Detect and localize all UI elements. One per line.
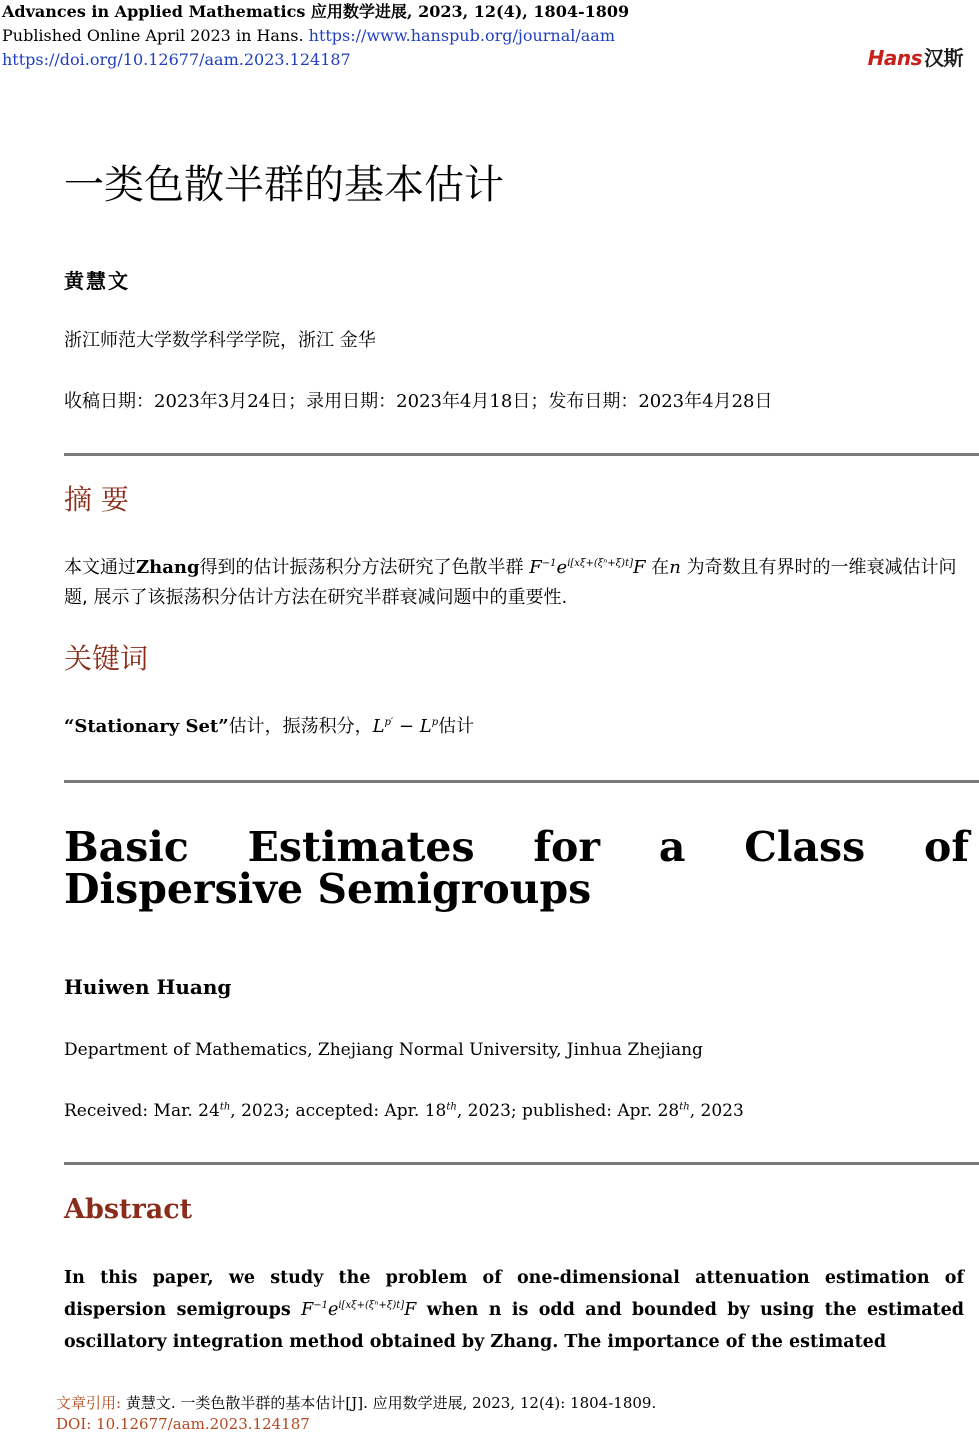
citation-label: 文章引用: — [56, 1394, 122, 1412]
published-prefix: Published Online April 2023 in Hans. — [2, 26, 304, 45]
en-author: Huiwen Huang — [64, 975, 232, 999]
logo-cn: 汉斯 — [924, 46, 963, 70]
cn-abstract-text: 在 — [651, 557, 670, 578]
divider — [64, 453, 979, 456]
en-abstract-text: In this paper, we study the problem of one-dimensional attenuation estimation of dispersion semigroups — [64, 1268, 964, 1320]
doi-label: DOI: — [56, 1415, 92, 1433]
cn-affiliation: 浙江师范大学数学科学学院，浙江 金华 — [64, 330, 376, 351]
divider — [64, 1162, 979, 1165]
cn-title: 一类色散半群的基本估计 — [64, 162, 504, 208]
en-affiliation: Department of Mathematics, Zhejiang Normal University, Jinhua Zhejiang — [64, 1040, 703, 1060]
en-abstract-text: when n is odd and bounded by using the estimated oscillatory integration method obtained by Zhang. The importance of the estimated — [64, 1300, 964, 1352]
citation-text: 黄慧文. 一类色散半群的基本估计[J]. 应用数学进展, 2023, 12(4): 1804-1809. — [125, 1394, 657, 1412]
en-dates: Received: Mar. 24th, 2023; accepted: Apr. 18th, 2023; published: Apr. 28th, 2023 — [64, 1101, 744, 1121]
cn-keywords-heading: 关键词 — [64, 642, 149, 675]
var-n: n — [669, 557, 681, 578]
kw-text: 估计，振荡积分， — [228, 716, 373, 737]
cn-abstract-text: 得到的估计振荡积分方法研究了色散半群 — [199, 557, 524, 578]
hans-logo — [868, 42, 963, 71]
lp-formula: $L^{p'} - L^p$ — [372, 716, 439, 737]
published-line — [2, 24, 615, 48]
logo-latin: Hans — [867, 46, 922, 70]
en-abstract-heading: Abstract — [64, 1194, 193, 1225]
kw-text: 估计 — [438, 716, 475, 737]
journal-line: Advances in Applied Mathematics 应用数学进展, 2023, 12(4), 1804-1809 — [2, 2, 630, 21]
divider — [64, 780, 979, 783]
cn-author: 黄慧文 — [64, 269, 130, 293]
en-title: Basic Estimates for a Class of Dispersive Semigroups — [64, 823, 969, 913]
doi-line — [56, 1414, 310, 1435]
cn-keywords — [64, 712, 474, 742]
cn-dates: 收稿日期：2023年3月24日；录用日期：2023年4月18日；发布日期：2023年4月28日 — [64, 391, 773, 412]
operator-formula: $F^{-1}e^{i[x\xi+(\xi^n+\xi)t]}F$ — [301, 1300, 417, 1320]
en-abstract — [64, 1262, 964, 1358]
cn-abstract-zhang: Zhang — [136, 557, 200, 578]
journal-url-link[interactable]: https://www.hanspub.org/journal/aam — [308, 26, 615, 45]
doi-text[interactable]: 10.12677/aam.2023.124187 — [96, 1415, 310, 1433]
kw-stationary: “Stationary Set” — [64, 716, 229, 737]
doi-url-link[interactable]: https://doi.org/10.12677/aam.2023.124187 — [2, 50, 351, 69]
cn-abstract-text: 为奇数且有界时的一维衰减估计问题, 展示了该振荡积分估计方法在研究半群衰减问题中的重要性. — [64, 557, 957, 608]
cn-abstract-text: 本文通过 — [64, 557, 136, 578]
cn-abstract-heading: 摘 要 — [64, 483, 129, 516]
operator-formula: $F^{-1}e^{i[x\xi+(\xi^n+\xi)t]}F$ — [529, 557, 646, 578]
citation-line — [56, 1393, 656, 1414]
cn-abstract — [64, 553, 969, 613]
